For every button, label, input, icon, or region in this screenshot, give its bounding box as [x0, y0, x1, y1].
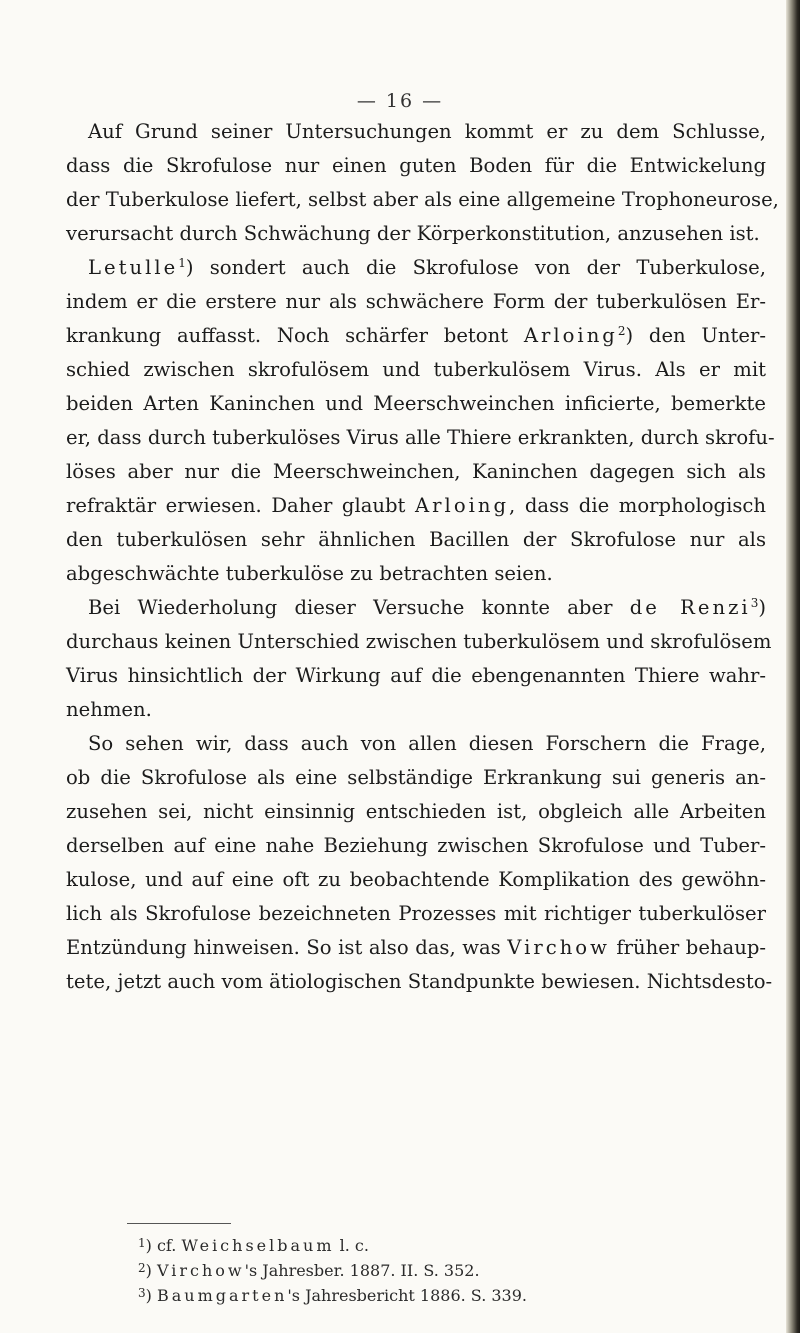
- body-text: [66, 115, 779, 999]
- text-span: refraktär erwiesen. Daher glaubt: [66, 494, 416, 517]
- footnote-mark: 1: [138, 1236, 146, 1250]
- text-line: dass die Skrofulose nur einen guten Boden für die Entwickelung: [66, 154, 766, 177]
- text-span: 's Jahresbericht 1886. S. 339.: [287, 1286, 527, 1305]
- footnotes: [138, 1232, 698, 1307]
- footnote-ref-2: 2: [617, 324, 626, 338]
- text-span: Entzündung hinweisen. So ist also das, was: [66, 936, 508, 959]
- paragraph-2: [66, 251, 775, 591]
- text-span: ): [758, 596, 766, 619]
- text-line: [66, 931, 766, 965]
- text-line: er, dass durch tuberkulöses Virus alle Thiere erkrankten, durch skrofu-: [66, 426, 775, 449]
- text-line: indem er die erstere nur als schwächere Form der tuberkulösen Er-: [66, 290, 766, 313]
- paragraph-1: [66, 115, 779, 251]
- text-span: ) cf.: [145, 1236, 182, 1255]
- text-line: lich als Skrofulose bezeichneten Prozesses mit richtiger tuberkulöser: [66, 902, 766, 925]
- text-line: der Tuberkulose liefert, selbst aber als eine allgemeine Trophoneurose,: [66, 188, 779, 211]
- footnote-author: Virchow: [156, 1261, 245, 1280]
- text-line: derselben auf eine nahe Beziehung zwischen Skrofulose und Tuber-: [66, 834, 766, 857]
- text-line: den tuberkulösen sehr ähnlichen Bacillen der Skrofulose nur als: [66, 528, 766, 551]
- footnote-ref-1: 1: [178, 256, 186, 270]
- footnote-author: Baumgarten: [156, 1286, 288, 1305]
- text-line: kulose, und auf eine oft zu beobachtende Komplikation des gewöhn-: [66, 868, 766, 891]
- text-line: abgeschwächte tuberkulöse zu betrachten seien.: [66, 562, 553, 585]
- text-span: , dass die morphologisch: [509, 494, 767, 517]
- text-span: früher behaup-: [609, 936, 766, 959]
- text-line: nehmen.: [66, 698, 152, 721]
- page-binding-edge: [786, 0, 800, 1333]
- footnote-author: Weichselbaum: [181, 1236, 335, 1255]
- footnote-mark: 2: [138, 1261, 146, 1275]
- text-span: ): [145, 1286, 157, 1305]
- footnote-2: [138, 1257, 698, 1282]
- text-line: durchaus keinen Unterschied zwischen tuberkulösem und skrofulösem: [66, 630, 772, 653]
- text-span: ) sondert auch die Skrofulose von der Tuberkulose,: [185, 256, 766, 279]
- text-line: schied zwischen skrofulösem und tuberkulösem Virus. Als er mit: [66, 358, 766, 381]
- text-span: krankung auffasst. Noch schärfer betont: [66, 324, 524, 347]
- paragraph-4: [66, 727, 773, 999]
- footnote-3: [138, 1282, 698, 1307]
- text-span: 's Jahresber. 1887. II. S. 352.: [244, 1261, 480, 1280]
- footnote-mark: 3: [138, 1286, 146, 1300]
- text-line: [66, 489, 766, 523]
- paragraph-3: [66, 591, 772, 727]
- text-line: tete, jetzt auch vom ätiologischen Standpunkte bewiesen. Nichtsdesto-: [66, 970, 773, 993]
- author-name-de-renzi: de Renzi: [629, 596, 751, 619]
- text-line: Auf Grund seiner Untersuchungen kommt er zu dem Schlusse,: [88, 120, 766, 143]
- author-name-virchow: Virchow: [507, 936, 610, 959]
- footnote-separator: [127, 1223, 231, 1224]
- text-span: Bei Wiederholung dieser Versuche konnte aber: [88, 596, 630, 619]
- text-line: verursacht durch Schwächung der Körperkonstitution, anzusehen ist.: [66, 222, 760, 245]
- author-name-arloing: Arloing: [523, 324, 618, 347]
- text-line: ob die Skrofulose als eine selbständige Erkrankung sui generis an-: [66, 766, 766, 789]
- text-line: [66, 591, 766, 625]
- page-number: — 16 —: [356, 90, 444, 112]
- footnote-1: [138, 1232, 698, 1257]
- text-span: ): [145, 1261, 157, 1280]
- text-line: beiden Arten Kaninchen und Meerschweinchen inficierte, bemerkte: [66, 392, 766, 415]
- text-line: zusehen sei, nicht einsinnig entschieden ist, obgleich alle Arbeiten: [66, 800, 766, 823]
- text-line: So sehen wir, dass auch von allen diesen Forschern die Frage,: [88, 732, 766, 755]
- text-span: ) den Unter-: [625, 324, 767, 347]
- author-name-arloing: Arloing: [415, 494, 510, 517]
- text-line: [66, 319, 766, 353]
- text-line: Virus hinsichtlich der Wirkung auf die ebengenannten Thiere wahr-: [66, 664, 766, 687]
- text-line: löses aber nur die Meerschweinchen, Kaninchen dagegen sich als: [66, 460, 766, 483]
- text-line: [66, 251, 766, 285]
- author-name-letulle: Letulle: [88, 256, 179, 279]
- text-span: l. c.: [334, 1236, 369, 1255]
- footnote-ref-3: 3: [750, 596, 759, 610]
